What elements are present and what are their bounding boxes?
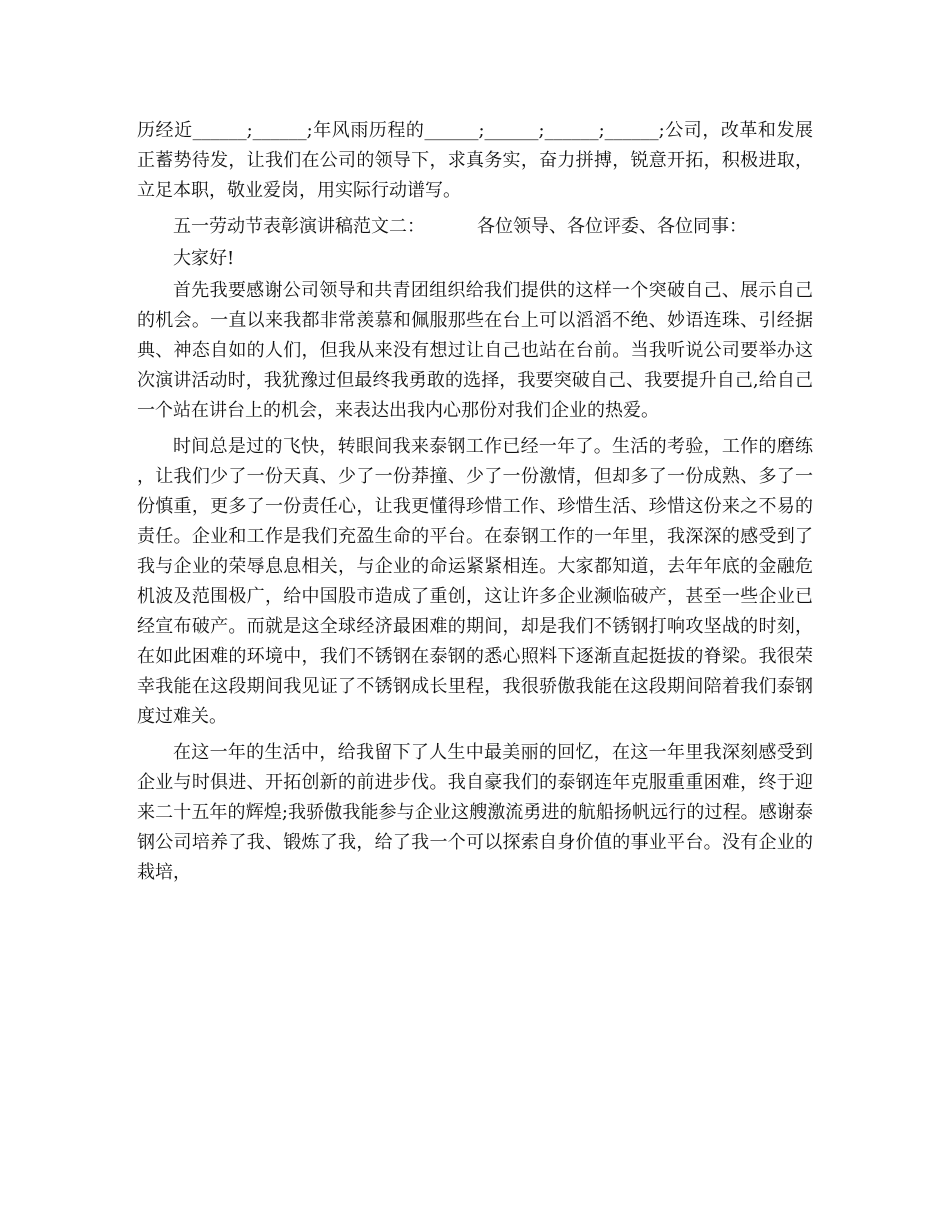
- paragraph-1: 历经近______;______;年风雨历程的______;______;______;______;公司，改革和发展正蓄势待发，让我们在公司的领导下，求真务实，奋力拼搏，锐意开拓，积极进取，立足本职，敬业爱岗，用实际行动谱写。: [137, 120, 813, 201]
- salutation: 各位领导、各位评委、各位同事：: [477, 216, 747, 237]
- section-title: 五一劳动节表彰演讲稿范文二：: [173, 216, 425, 237]
- paragraph-5: 时间总是过的飞快，转眼间我来泰钢工作已经一年了。生活的考验，工作的磨练，让我们少了一份天真、少了一份莽撞、少了一份激情，但却多了一份成熟、多了一份慎重，更多了一份责任心，让我更懂得珍惜工作、珍惜生活、珍惜这份来之不易的责任。企业和工作是我们充盈生命的平台。在泰钢工作的一年里，我深深的感受到了我与企业的荣辱息息相关，与企业的命运紧紧相连。大家都知道，去年年底的金融危机波及范围极广，给中国股市造成了重创，这让许多企业濒临破产，甚至一些企业已经宣布破产。而就是这全球经济最困难的期间，却是我们不锈钢打响攻坚战的时刻，在如此困难的环境中，我们不锈钢在泰钢的悉心照料下逐渐直起挺拔的脊梁。我很荣幸我能在这段期间我见证了不锈钢成长里程，我很骄傲我能在这段期间陪着我们泰钢度过难关。: [137, 436, 813, 727]
- paragraph-2: [137, 212, 813, 242]
- document-body: [137, 116, 813, 894]
- paragraph-6: 在这一年的生活中，给我留下了人生中最美丽的回忆，在这一年里我深刻感受到企业与时俱进、开拓创新的前进步伐。我自豪我们的泰钢连年克服重重困难，终于迎来二十五年的辉煌;我骄傲我能参与企业这艘激流勇进的航船扬帆远行的过程。感谢泰钢公司培养了我、锻炼了我，给了我一个可以探索自身价值的事业平台。没有企业的栽培，: [137, 742, 813, 883]
- paragraph-3: 大家好!: [173, 248, 235, 269]
- paragraph-4: 首先我要感谢公司领导和共青团组织给我们提供的这样一个突破自己、展示自己的机会。一直以来我都非常羡慕和佩服那些在台上可以滔滔不绝、妙语连珠、引经据典、神态自如的人们，但我从来没有想过让自己也站在台前。当我听说公司要举办这次演讲活动时，我犹豫过但最终我勇敢的选择，我要突破自己、我要提升自己,给自己一个站在讲台上的机会，来表达出我内心那份对我们企业的热爱。: [137, 280, 813, 421]
